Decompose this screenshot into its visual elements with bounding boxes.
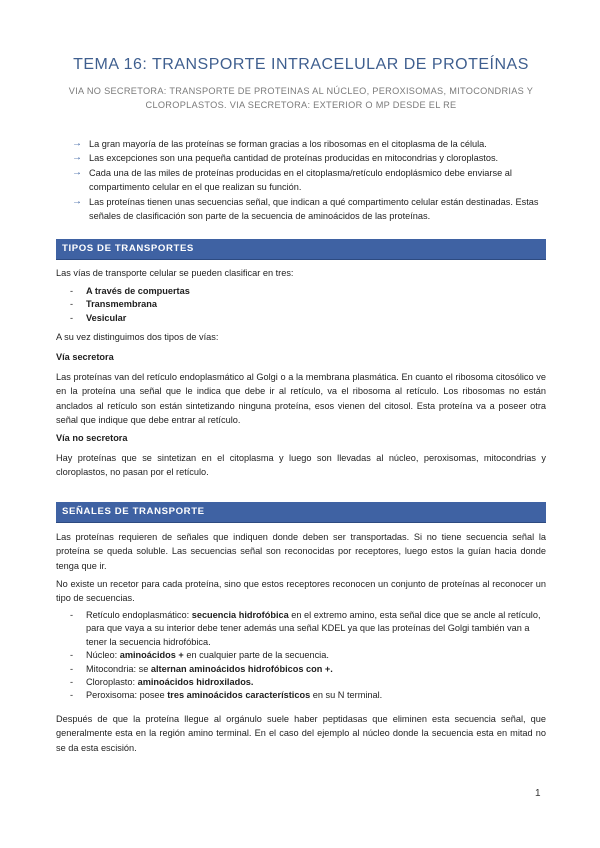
transport-type: Transmembrana — [86, 299, 157, 310]
arrow-right-icon: → — [72, 138, 82, 149]
senales-paragraph-2: No existe un recetor para cada proteína, sino que estos receptores reconocen un conjunto de proteínas al reconocer un tipo de secuencias. — [56, 579, 546, 604]
senales-paragraph-3: Después de que la proteína llegue al orgánulo suele haber peptidasas que eliminen esta secuencia señal, que generalmente esta en la región amino terminal. En el caso del ejemplo al núcleo donde la secuencia esta en mitad no se da esta escisión. — [56, 714, 546, 753]
two-ways-text: A su vez distinguimos dos tipos de vías: — [56, 332, 219, 342]
list-item: - Cloroplasto: aminoácidos hidroxilados. — [70, 677, 254, 688]
list-item: - Transmembrana — [70, 299, 157, 310]
intro-bullet-text: Las excepciones son una pequeña cantidad de proteínas producidas en mitocondrias y cloroplastos. — [89, 153, 499, 164]
intro-bullet — [72, 151, 546, 165]
transport-type: Vesicular — [86, 312, 127, 323]
arrow-right-icon: → — [72, 195, 82, 207]
list-item: - A través de compuertas — [70, 286, 190, 296]
arrow-right-icon: → — [72, 152, 82, 164]
intro-bullet-text: Cada una de las miles de proteínas producidas en el citoplasma/retículo endoplásmico debe enviarse al compartimento celular en el que realizan su función. — [89, 167, 512, 193]
transport-type-list — [56, 285, 546, 325]
secretora-heading: Vía secretora — [56, 352, 114, 362]
intro-bullet — [72, 137, 546, 151]
page-number: 1 — [535, 788, 541, 799]
section-heading-text: TIPOS DE TRANSPORTES — [62, 243, 194, 254]
intro-bullet-text: Las proteínas tienen unas secuencias señal, que indican a qué compartimento celular están destinadas. Estas señales de clasificación son parte de la secuencia de aminoácidos de las proteínas. — [89, 196, 539, 222]
list-item: - Vesicular — [70, 312, 127, 323]
no-secretora-paragraph: Hay proteínas que se sintetizan en el citoplasma y luego son llevadas al núcleo, peroxisomas, mitocondrias y cloroplastos, no pasan por el retículo. — [56, 453, 546, 478]
no-secretora-heading: Vía no secretora — [56, 433, 128, 443]
subtitle-line-2: CLOROPLASTOS. VIA SECRETORA: EXTERIOR O MP DESDE EL RE — [145, 100, 457, 110]
page-title: TEMA 16: TRANSPORTE INTRACELULAR DE PROTEÍNAS — [73, 56, 529, 73]
intro-bullet-list — [72, 137, 546, 223]
senales-paragraph-1: Las proteínas requieren de señales que indiquen donde deben ser transportadas. Si no tiene secuencia señal la proteína se queda soluble. Las secuencias señal son reconocidas por receptores, luego estos la guían hacia donde tenga que ir. — [56, 532, 546, 571]
signal-list — [56, 609, 546, 703]
subtitle-line-1: VIA NO SECRETORA: TRANSPORTE DE PROTEINAS AL NÚCLEO, PEROXISOMAS, MITOCONDRIAS Y — [68, 86, 534, 96]
intro-bullet-text: La gran mayoría de las proteínas se forman gracias a los ribosomas en el citoplasma de la célula. — [89, 139, 487, 149]
intro-bullet — [72, 195, 546, 224]
transport-type: A través de compuertas — [86, 286, 190, 296]
section-heading-text: SEÑALES DE TRANSPORTE — [62, 506, 205, 517]
list-item: - Retículo endoplasmático: secuencia hidrofóbica en el extremo amino, esta señal dice que se ancle al retículo, para que vaya a su interior debe tener además una señal KDEL ya que las proteínas del Golgi también van a tener la secuencia hidrofóbica. — [70, 610, 541, 647]
intro-bullet — [72, 166, 546, 195]
secretora-paragraph: Las proteínas van del retículo endoplasmático al Golgi o a la membrana plasmática. En cuanto el ribosoma citosólico ve en la proteína una señal que le indica que debe ir al retículo, va el ribosoma al retículo. Los ribosomas no están anclados al retículo son están sintetizando ninguna proteína, esos vienen del citosol. Esta proteína va a poseer otra señal que indique que debe entrar al retículo. — [56, 372, 546, 426]
arrow-right-icon: → — [72, 166, 82, 178]
list-item: - Núcleo: aminoácidos + en cualquier parte de la secuencia. — [70, 650, 329, 661]
list-item: - Peroxisoma: posee tres aminoácidos característicos en su N terminal. — [70, 690, 383, 701]
tipos-intro: Las vías de transporte celular se pueden clasificar en tres: — [56, 268, 294, 278]
list-item: - Mitocondria: se alternan aminoácidos hidrofóbicos con +. — [70, 663, 333, 674]
section-heading-senales — [56, 502, 546, 523]
section-heading-tipos — [56, 239, 546, 260]
page-subtitle — [56, 84, 546, 112]
